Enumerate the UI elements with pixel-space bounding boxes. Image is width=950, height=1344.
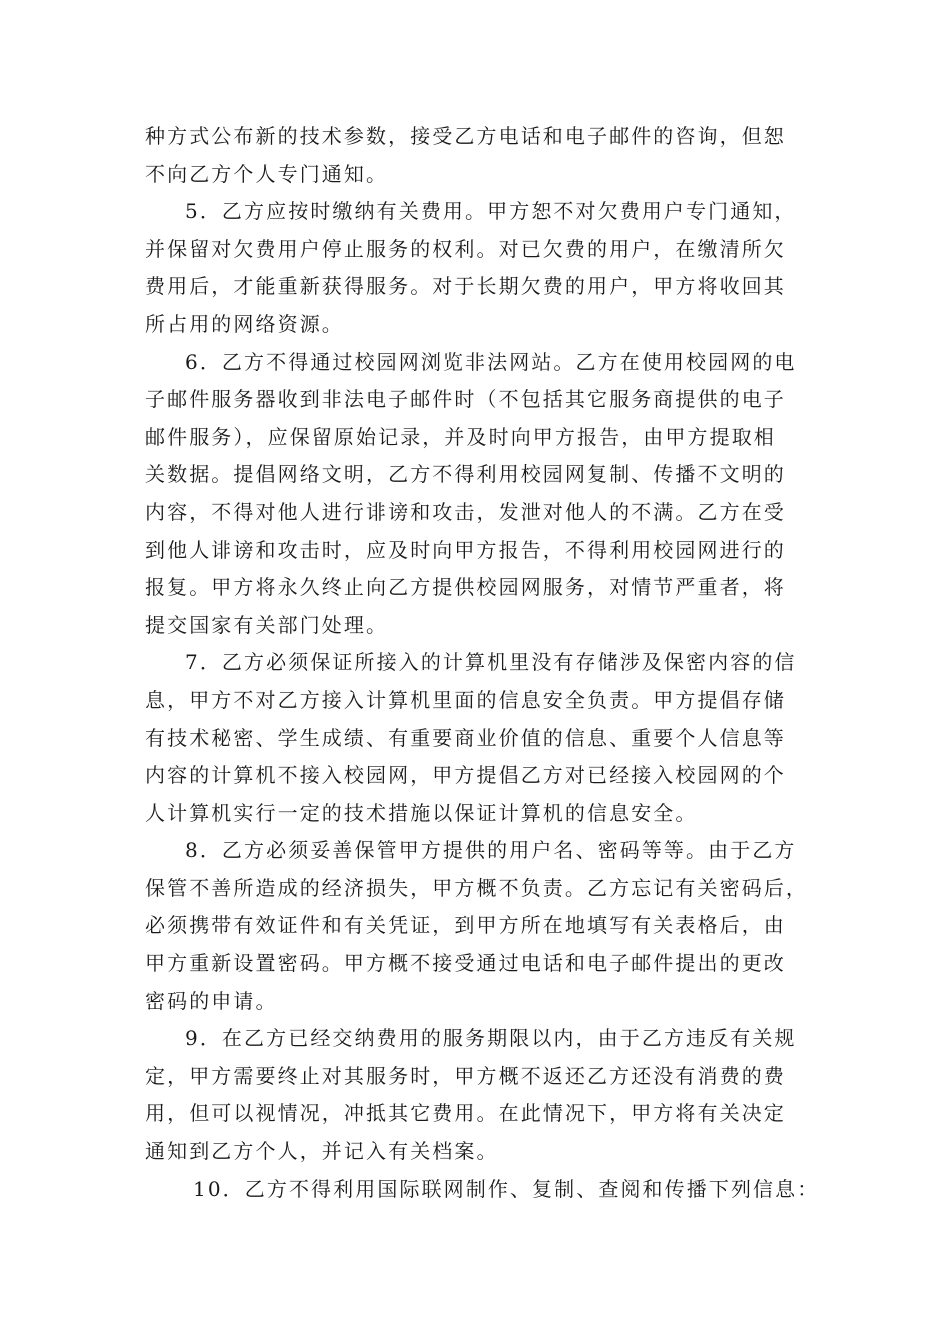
text-line: 并保留对欠费用户停止服务的权利。对已欠费的用户，在缴清所欠 <box>145 236 786 261</box>
text-line: 提交国家有关部门处理。 <box>145 612 389 637</box>
text-line: 有技术秘密、学生成绩、有重要商业价值的信息、重要个人信息等 <box>145 725 786 750</box>
text-line: 密码的申请。 <box>145 988 278 1013</box>
text-line: 不向乙方个人专门通知。 <box>145 161 389 186</box>
text-line: 甲方重新设置密码。甲方概不接受通过电话和电子邮件提出的更改 <box>145 951 786 976</box>
text-line: 邮件服务），应保留原始记录，并及时向甲方报告，由甲方提取相 <box>145 424 776 449</box>
text-line: 息，甲方不对乙方接入计算机里面的信息安全负责。甲方提倡存储 <box>145 687 786 712</box>
text-line: 种方式公布新的技术参数，接受乙方电话和电子邮件的咨询，但恕 <box>145 124 786 148</box>
paragraph-9-start: 9．在乙方已经交纳费用的服务期限以内，由于乙方违反有关规 <box>185 1026 797 1051</box>
text-line: 到他人诽谤和攻击时，应及时向甲方报告，不得利用校园网进行的 <box>145 537 786 562</box>
text-line: 费用后，才能重新获得服务。对于长期欠费的用户，甲方将收回其 <box>145 274 786 299</box>
paragraph-10-start: 10．乙方不得利用国际联网制作、复制、查阅和传播下列信息： <box>193 1176 820 1201</box>
text-line: 保管不善所造成的经济损失，甲方概不负责。乙方忘记有关密码后， <box>145 875 808 900</box>
text-line: 人计算机实行一定的技术措施以保证计算机的信息安全。 <box>145 800 698 825</box>
text-line: 内容的计算机不接入校园网，甲方提倡乙方对已经接入校园网的个 <box>145 763 786 788</box>
text-line: 子邮件服务器收到非法电子邮件时（不包括其它服务商提供的电子 <box>145 387 786 412</box>
text-line: 必须携带有效证件和有关凭证，到甲方所在地填写有关表格后，由 <box>145 913 786 938</box>
text-line: 报复。甲方将永久终止向乙方提供校园网服务，对情节严重者，将 <box>145 575 786 600</box>
paragraph-6-start: 6．乙方不得通过校园网浏览非法网站。乙方在使用校园网的电 <box>185 349 797 374</box>
text-line: 定，甲方需要终止对其服务时，甲方概不返还乙方还没有消费的费 <box>145 1063 786 1088</box>
paragraph-7-start: 7．乙方必须保证所接入的计算机里没有存储涉及保密内容的信 <box>185 650 797 675</box>
paragraph-5-start: 5．乙方应按时缴纳有关费用。甲方恕不对欠费用户专门通知， <box>185 199 797 224</box>
text-line: 关数据。提倡网络文明，乙方不得利用校园网复制、传播不文明的 <box>145 462 786 487</box>
document-body <box>145 118 835 1208</box>
paragraph-8-start: 8．乙方必须妥善保管甲方提供的用户名、密码等等。由于乙方 <box>185 838 797 863</box>
text-line: 所占用的网络资源。 <box>145 311 344 336</box>
text-line: 用，但可以视情况，冲抵其它费用。在此情况下，甲方将有关决定 <box>145 1101 786 1126</box>
text-line: 内容，不得对他人进行诽谤和攻击，发泄对他人的不满。乙方在受 <box>145 499 786 524</box>
text-line: 通知到乙方个人，并记入有关档案。 <box>145 1139 499 1164</box>
